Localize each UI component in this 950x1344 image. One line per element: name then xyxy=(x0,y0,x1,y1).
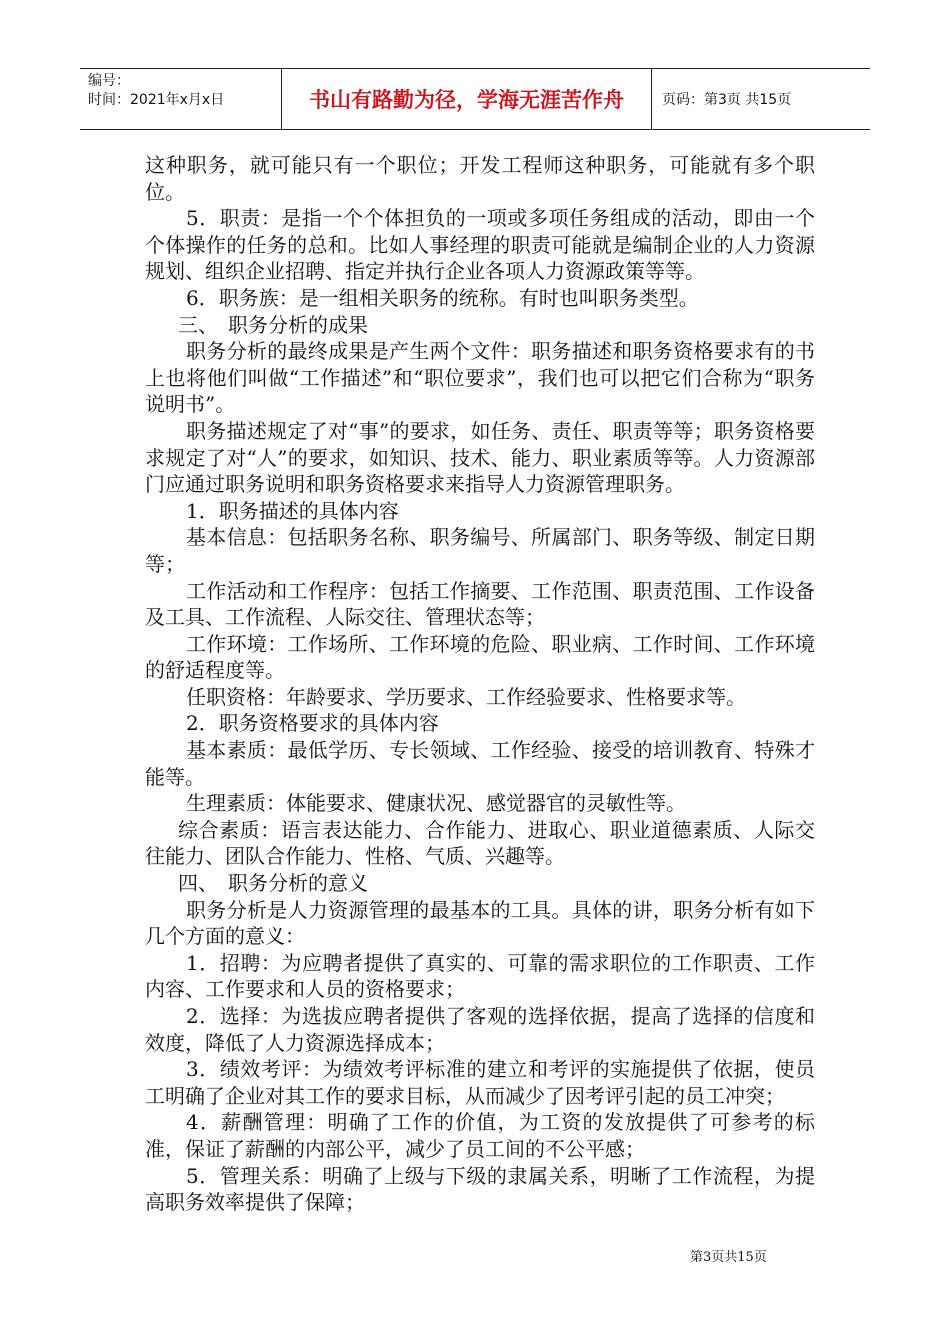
paragraph: 3．绩效考评：为绩效考评标准的建立和考评的实施提供了依据，使员工明确了企业对其工作的要求目标，从而减少了因考评引起的员工冲突； xyxy=(145,1057,815,1108)
section-heading: 四、 职务分析的意义 xyxy=(178,871,368,896)
paragraph: 5．管理关系：明确了上级与下级的隶属关系，明晰了工作流程，为提高职务效率提供了保障； xyxy=(145,1163,815,1215)
page-footer: 第3页共15页 xyxy=(690,1250,767,1265)
paragraph: 职务分析的最终成果是产生两个文件：职务描述和职务资格要求有的书上也将他们叫做“工作描述”和“职位要求”，我们也可以把它们合称为“职务说明书”。 xyxy=(145,339,815,417)
paragraph: 工作环境：工作场所、工作环境的危险、职业病、工作时间、工作环境的舒适程度等。 xyxy=(145,631,815,683)
subsection-heading: 2．职务资格要求的具体内容 xyxy=(186,711,439,736)
header-meta xyxy=(80,69,282,129)
paragraph: 任职资格：年龄要求、学历要求、工作经验要求、性格要求等。 xyxy=(186,684,746,709)
paragraph: 4．薪酬管理：明确了工作的价值，为工资的发放提供了可参考的标准，保证了薪酬的内部公平，减少了员工间的不公平感； xyxy=(145,1110,815,1161)
paragraph: 6．职务族：是一组相关职务的统称。有时也叫职务类型。 xyxy=(186,285,699,310)
section-heading: 三、 职务分析的成果 xyxy=(178,312,368,337)
header-date: 时间：2021年x月x日 xyxy=(88,92,225,108)
paragraph: 5．职责：是指一个个体担负的一项或多项任务组成的活动，即由一个个体操作的任务的总和。比如人事经理的职责可能就是编制企业的人力资源规划、组织企业招聘、指定并执行企业各项人力资源政策等等。 xyxy=(145,206,815,284)
header-number: 编号： xyxy=(88,73,130,89)
paragraph: 职务描述规定了对“事”的要求，如任务、责任、职责等等；职务资格要求规定了对“人”的要求，如知识、技术、能力、职业素质等等。人力资源部门应通过职务说明和职务资格要求来指导人力资源管理职务。 xyxy=(145,418,815,497)
subsection-heading: 1．职务描述的具体内容 xyxy=(186,498,399,523)
header-motto: 书山有路勤为径，学海无涯苦作舟 xyxy=(282,69,652,129)
paragraph: 工作活动和工作程序：包括工作摘要、工作范围、职责范围、工作设备及工具、工作流程、人际交往、管理状态等； xyxy=(145,578,815,630)
header-page-info: 页码：第3页 共15页 xyxy=(662,92,792,108)
paragraph: 职务分析是人力资源管理的最基本的工具。具体的讲，职务分析有如下几个方面的意义： xyxy=(145,897,815,949)
paragraph: 基本素质：最低学历、专长领域、工作经验、接受的培训教育、特殊才能等。 xyxy=(145,738,815,789)
document-body xyxy=(145,152,815,1216)
paragraph: 2．选择：为选拔应聘者提供了客观的选择依据，提高了选择的信度和效度，降低了人力资源选择成本； xyxy=(145,1004,815,1055)
page-header xyxy=(80,68,870,130)
paragraph: 1．招聘：为应聘者提供了真实的、可靠的需求职位的工作职责、工作内容、工作要求和人员的资格要求； xyxy=(145,950,815,1002)
paragraph: 基本信息：包括职务名称、职务编号、所属部门、职务等级、制定日期等； xyxy=(145,525,815,576)
paragraph: 综合素质：语言表达能力、合作能力、进取心、职业道德素质、人际交往能力、团队合作能力、性格、气质、兴趣等。 xyxy=(145,817,815,869)
paragraph: 生理素质：体能要求、健康状况、感觉器官的灵敏性等。 xyxy=(186,791,686,816)
paragraph: 这种职务，就可能只有一个职位；开发工程师这种职务，可能就有多个职位。 xyxy=(145,153,815,204)
